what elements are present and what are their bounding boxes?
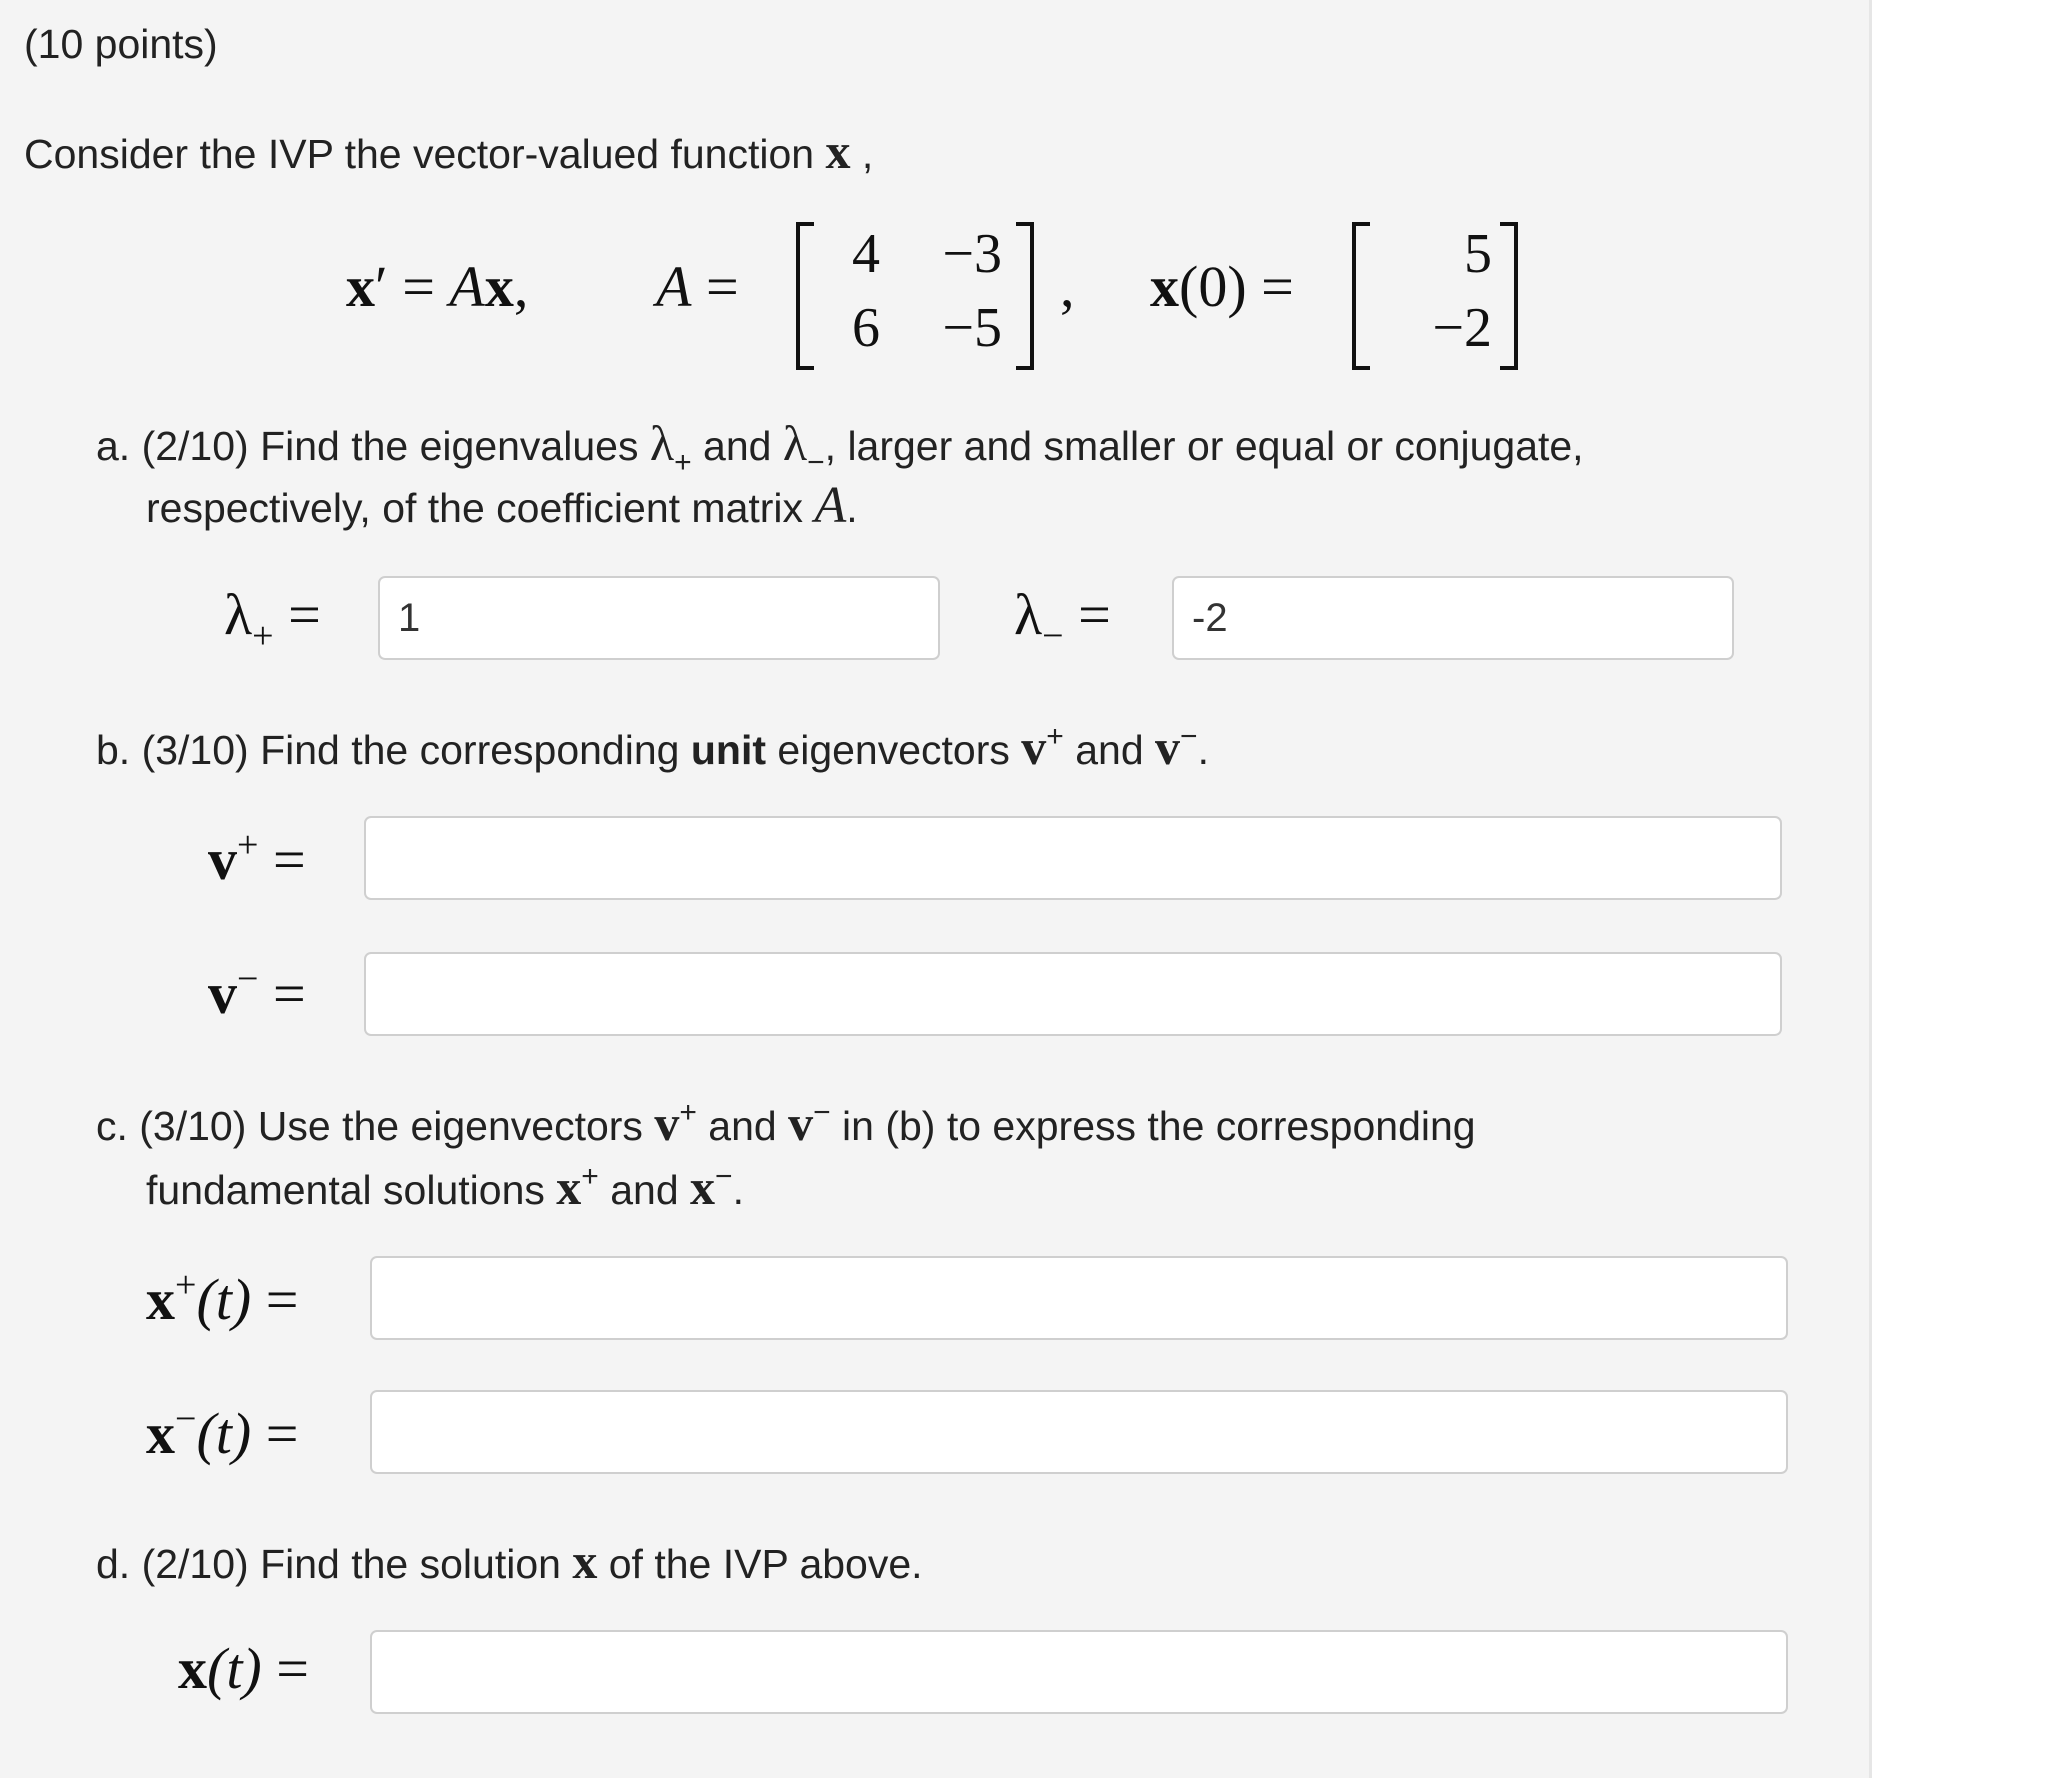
x-plus-input[interactable] (370, 1256, 1788, 1340)
part-b-period: . (1197, 727, 1209, 773)
lambda-symbol: λ (224, 582, 253, 647)
v-plus-sup: + (679, 1096, 697, 1129)
v-symbol: v (208, 961, 237, 1026)
x-solution-input[interactable] (370, 1630, 1788, 1714)
and-word: and (1075, 727, 1144, 773)
equals-sign: = (1078, 582, 1111, 647)
vector-left-bracket (1352, 222, 1370, 370)
x-symbol: x (690, 1159, 716, 1215)
lambda-symbol: λ (1014, 582, 1043, 647)
equals-sign: = (265, 1267, 299, 1332)
part-b-prefix: b. (3/10) Find the corresponding (96, 727, 680, 773)
x-minus-input[interactable] (370, 1390, 1788, 1474)
t-arg: (t) (196, 1267, 252, 1332)
x-minus-sup: − (175, 1398, 197, 1440)
part-c-prefix: c. (3/10) Use the eigenvectors (96, 1103, 643, 1149)
ode-equals: = (402, 254, 435, 319)
lambda-minus-label (1014, 582, 1111, 657)
v-minus-sup: − (1180, 720, 1198, 753)
matrix-cell: 6 (852, 297, 880, 359)
lambda-symbol: λ (649, 415, 675, 471)
part-a-rest: , larger and smaller or equal or conjugate, (824, 423, 1584, 469)
v-plus-sup: + (237, 824, 259, 866)
v-minus-sup: − (813, 1096, 831, 1129)
part-c-line2 (146, 1159, 744, 1215)
ode-prime: ′ (375, 254, 388, 319)
part-c-line2-text: fundamental solutions (146, 1167, 545, 1213)
lambda-symbol: λ (782, 415, 808, 471)
x-solution-label (178, 1636, 309, 1701)
equals-sign: = (265, 1401, 299, 1466)
part-a-line1 (96, 415, 1584, 479)
ic-x: x (1150, 254, 1179, 319)
and-word: and (703, 423, 772, 469)
matrix-equals: = (705, 254, 739, 319)
v-minus-input[interactable] (364, 952, 1782, 1036)
intro-variable: x (825, 123, 851, 179)
v-minus-sup: − (237, 958, 259, 1000)
part-a-period: . (846, 485, 858, 531)
vector-cell: −2 (1432, 297, 1492, 359)
matrix-cell: −3 (942, 223, 1002, 285)
unit-bold: unit (690, 727, 766, 773)
lambda-minus-input[interactable] (1172, 576, 1734, 660)
points-label: (10 points) (24, 21, 218, 67)
equals-sign: = (276, 1636, 309, 1701)
x-symbol: x (556, 1159, 582, 1215)
part-b-mid: eigenvectors (777, 727, 1010, 773)
matrix-cell: 4 (852, 223, 880, 285)
intro-sentence: Consider the IVP the vector-valued function (24, 131, 815, 177)
part-a-prefix: a. (2/10) Find the eigenvalues (96, 423, 639, 469)
x-symbol: x (178, 1636, 207, 1701)
and-word: and (708, 1103, 777, 1149)
ode-x: x (346, 254, 375, 319)
lambda-plus-sub: + (252, 615, 274, 657)
and-word: and (610, 1167, 679, 1213)
intro-tail: , (861, 131, 874, 177)
ic-arg: (0) (1179, 254, 1247, 319)
lambda-plus-input[interactable] (378, 576, 940, 660)
matrix-A-ref: A (814, 477, 847, 534)
vector-cell: 5 (1464, 223, 1492, 285)
lambda-minus-sub: − (1042, 615, 1064, 657)
t-arg: (t) (207, 1636, 262, 1701)
v-minus-label (208, 958, 306, 1026)
v-plus-label (208, 824, 306, 892)
x-minus-label (146, 1398, 299, 1466)
part-b-line (96, 719, 1209, 775)
part-c-rest: in (b) to express the corresponding (842, 1103, 1476, 1149)
lambda-plus-label (224, 582, 321, 657)
v-symbol: v (1021, 719, 1047, 775)
part-a-line2 (146, 477, 858, 534)
v-symbol: v (208, 827, 237, 892)
part-d-prefix: d. (2/10) Find the solution (96, 1541, 561, 1587)
vector-right-bracket (1500, 222, 1518, 370)
x-symbol: x (146, 1267, 175, 1332)
matrix-left-bracket (796, 222, 814, 370)
x-plus-sup: + (175, 1264, 197, 1306)
part-c-period: . (732, 1167, 744, 1213)
x-plus-label (146, 1264, 299, 1332)
x-plus-sup: + (581, 1160, 599, 1193)
ic-equals: = (1261, 254, 1294, 319)
x-minus-sup: − (715, 1160, 733, 1193)
equals-sign: = (272, 827, 306, 892)
ode-x-rhs: x (484, 254, 514, 319)
matrix-cell: −5 (942, 297, 1002, 359)
matrix-A: A (656, 254, 692, 319)
matrix-sep: , (1060, 254, 1075, 319)
x-symbol: x (146, 1401, 175, 1466)
ode-A: A (449, 254, 485, 319)
equals-sign: = (272, 961, 306, 1026)
lambda-minus-sub: − (807, 446, 825, 479)
matrix-label (656, 254, 739, 319)
part-d-rest: of the IVP above. (608, 1541, 923, 1587)
initial-condition (1150, 254, 1294, 319)
ode (346, 254, 529, 319)
lambda-plus-sub: + (674, 446, 692, 479)
part-a-line2-text: respectively, of the coefficient matrix (146, 485, 804, 531)
t-arg: (t) (196, 1401, 252, 1466)
v-symbol: v (1155, 719, 1181, 775)
v-symbol: v (788, 1095, 814, 1151)
intro-text (24, 123, 874, 179)
part-c-line1 (96, 1095, 1476, 1151)
v-plus-sup: + (1046, 720, 1064, 753)
equals-sign: = (288, 582, 321, 647)
v-symbol: v (654, 1095, 680, 1151)
x-symbol: x (572, 1533, 598, 1589)
v-plus-input[interactable] (364, 816, 1782, 900)
matrix-right-bracket (1016, 222, 1034, 370)
ode-comma: , (513, 254, 529, 319)
part-d-line (96, 1533, 923, 1589)
